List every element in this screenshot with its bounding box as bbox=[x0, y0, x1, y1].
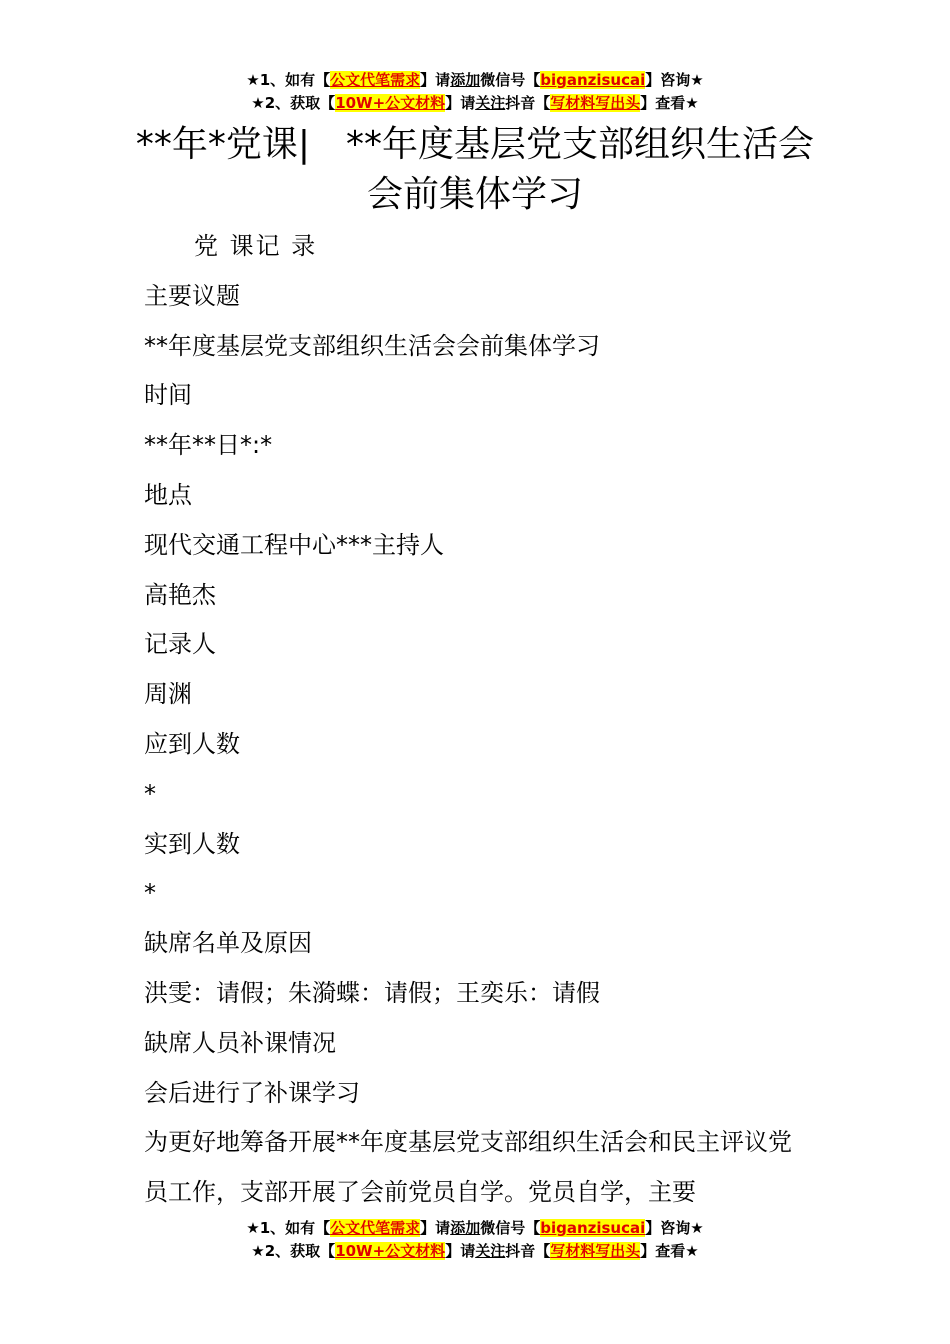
banner-line-2 bbox=[0, 92, 950, 115]
banner-highlight: biganzisucai bbox=[540, 71, 646, 89]
banner-underline: 添加 bbox=[450, 71, 481, 89]
banner-highlight: 写材料写出头 bbox=[550, 1242, 641, 1260]
document-body bbox=[144, 222, 814, 1218]
banner-text: ★2、获取【 bbox=[251, 94, 336, 112]
banner-highlight: 写材料写出头 bbox=[550, 94, 641, 112]
banner-text: 微信号【 bbox=[480, 1219, 541, 1237]
banner-text: ★1、如有【 bbox=[246, 1219, 331, 1237]
field-label-absentees: 缺席名单及原因 bbox=[144, 929, 312, 958]
field-value-absentees: 洪雯：请假；朱漪蝶：请假；王奕乐：请假 bbox=[144, 978, 600, 1007]
field-label-recorder: 记录人 bbox=[144, 630, 216, 659]
banner-text: 】请 bbox=[445, 94, 476, 112]
bottom-banner bbox=[0, 1217, 950, 1263]
banner-highlight: 公文代笔需求 bbox=[330, 1219, 421, 1237]
banner-line-1 bbox=[0, 69, 950, 92]
field-label-topic: 主要议题 bbox=[144, 281, 240, 310]
top-banner bbox=[0, 69, 950, 115]
field-value-expected-count: * bbox=[144, 779, 156, 808]
document-title bbox=[0, 120, 950, 220]
record-heading: 党 课记 录 bbox=[194, 232, 318, 260]
banner-text: ★2、获取【 bbox=[251, 1242, 336, 1260]
field-label-expected-count: 应到人数 bbox=[144, 729, 240, 758]
banner-text: 微信号【 bbox=[480, 71, 541, 89]
banner-text: 】查看★ bbox=[640, 94, 699, 112]
banner-text: 】咨询★ bbox=[645, 71, 704, 89]
banner-text: 抖音【 bbox=[505, 94, 551, 112]
field-value-topic: **年度基层党支部组织生活会会前集体学习 bbox=[144, 331, 600, 360]
banner-highlight: 10W+公文材料 bbox=[335, 1242, 446, 1260]
banner-text: 抖音【 bbox=[505, 1242, 551, 1260]
banner-text: 】请 bbox=[420, 1219, 451, 1237]
banner-text: 】咨询★ bbox=[645, 1219, 704, 1237]
body-paragraph: 为更好地筹备开展**年度基层党支部组织生活会和民主评议党员工作，支部开展了会前党员自学。党员自学，主要 bbox=[144, 1128, 792, 1207]
banner-text: 】查看★ bbox=[640, 1242, 699, 1260]
field-value-makeup: 会后进行了补课学习 bbox=[144, 1078, 360, 1107]
field-value-actual-count: * bbox=[144, 879, 156, 908]
banner-text: 】请 bbox=[445, 1242, 476, 1260]
banner-highlight: biganzisucai bbox=[540, 1219, 646, 1237]
title-line-2: 会前集体学习 bbox=[366, 174, 583, 215]
field-label-location: 地点 bbox=[144, 480, 192, 509]
field-value-location-host: 现代交通工程中心***主持人 bbox=[144, 530, 444, 559]
field-label-makeup: 缺席人员补课情况 bbox=[144, 1028, 336, 1057]
banner-highlight: 公文代笔需求 bbox=[330, 71, 421, 89]
banner-underline: 添加 bbox=[450, 1219, 481, 1237]
field-label-time: 时间 bbox=[144, 381, 192, 410]
banner-highlight: 10W+公文材料 bbox=[335, 94, 446, 112]
banner-underline: 关注 bbox=[475, 1242, 506, 1260]
field-value-time: **年**日*:* bbox=[144, 431, 273, 460]
banner-underline: 关注 bbox=[475, 94, 506, 112]
field-label-actual-count: 实到人数 bbox=[144, 829, 240, 858]
banner-text: ★1、如有【 bbox=[246, 71, 331, 89]
banner-line-2 bbox=[0, 1240, 950, 1263]
title-line-1: **年*党课| **年度基层党支部组织生活会 bbox=[135, 124, 815, 165]
banner-line-1 bbox=[0, 1217, 950, 1240]
field-value-host: 高艳杰 bbox=[144, 580, 216, 609]
banner-text: 】请 bbox=[420, 71, 451, 89]
field-value-recorder: 周渊 bbox=[144, 680, 192, 709]
